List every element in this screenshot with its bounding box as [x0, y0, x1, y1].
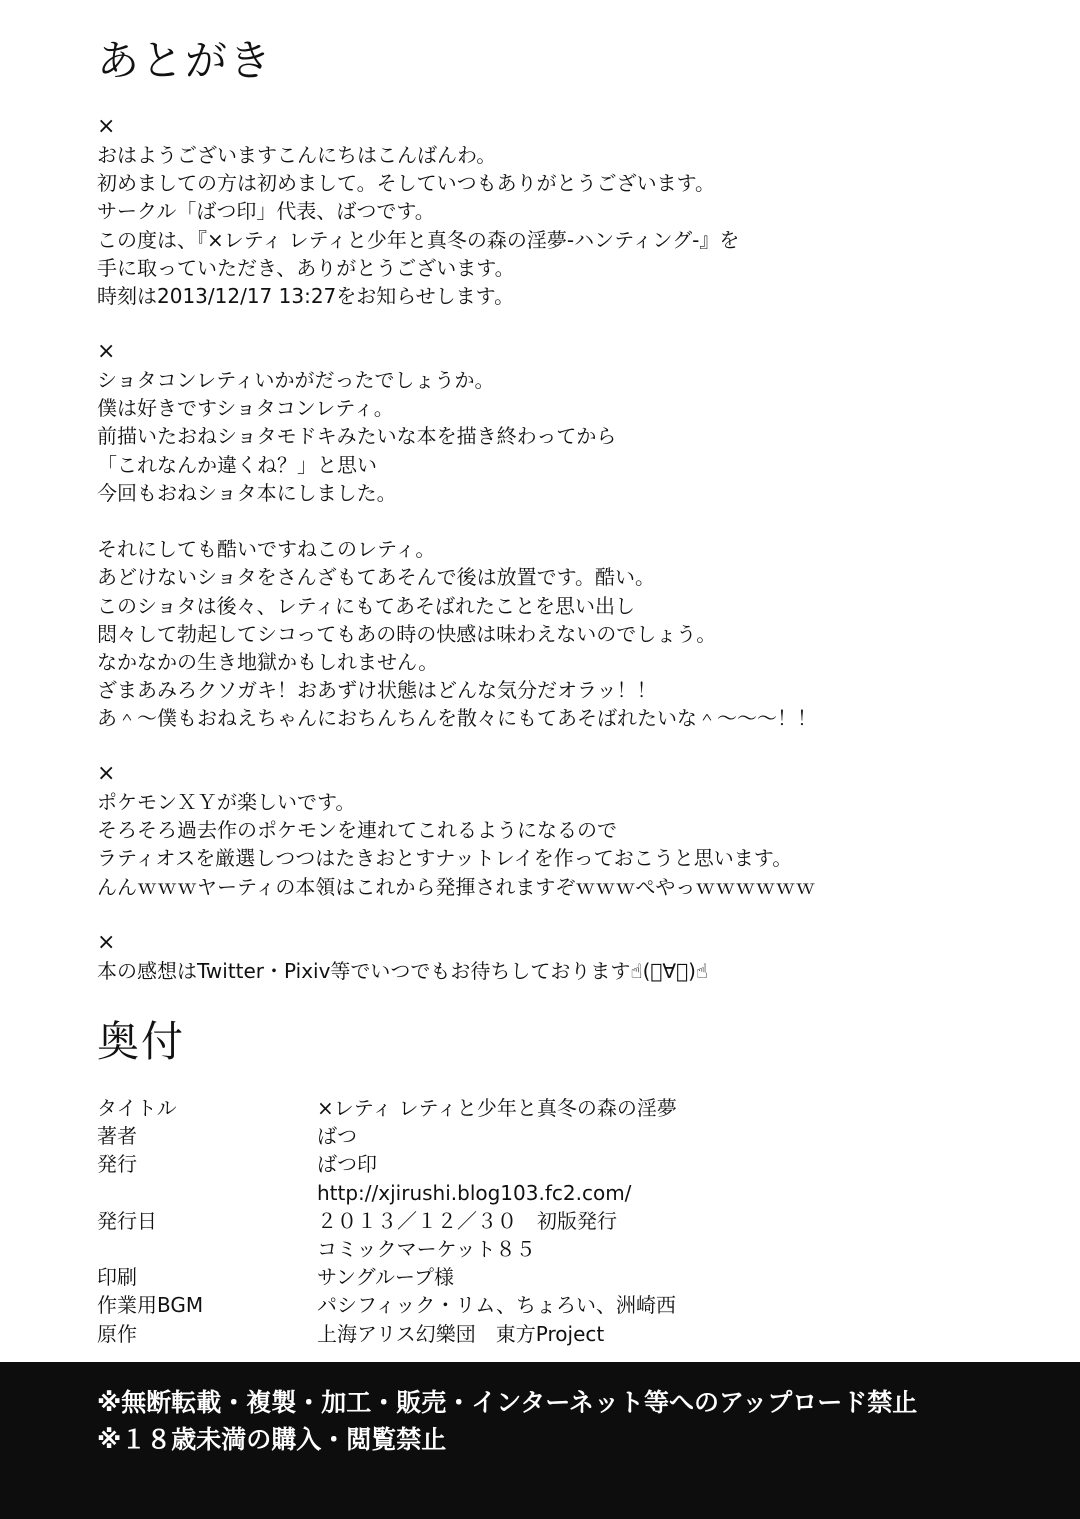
colophon-key: 作業用BGM [97, 1293, 204, 1318]
text-line: 初めましての方は初めまして。そしていつもありがとうございます。 [97, 171, 715, 196]
text-line: あどけないショタをさんざもてあそんで後は放置です。酷い。 [97, 565, 655, 590]
section-mark: × [97, 114, 116, 139]
text-line: 「これなんか違くね？」と思い [97, 452, 377, 477]
colophon-key [97, 1235, 317, 1263]
blank-line [97, 507, 997, 535]
colophon-key [97, 1179, 317, 1207]
text-line: 今回もおねショタ本にしました。 [97, 480, 397, 505]
text-line: このショタは後々、レティにもてあそばれたことを思い出し [97, 593, 635, 618]
text-line: そろそろ過去作のポケモンを連れてこれるようになるので [97, 818, 617, 843]
colophon-row [97, 1122, 997, 1150]
text-line: 悶々して勃起してシコってもあの時の快感は味わえないのでしょう。 [97, 621, 717, 646]
text-line: ショタコンレティいかがだったでしょうか。 [97, 368, 495, 392]
colophon-title: 奥付 [97, 1017, 186, 1066]
section-mark: × [97, 761, 116, 786]
colophon-key: 印刷 [97, 1265, 137, 1290]
text-line: ラティオスを厳選しつつはたきおとすナットレイを作っておこうと思います。 [97, 846, 793, 871]
text-line: おはようございますこんにちはこんばんわ。 [97, 143, 497, 167]
colophon-row [97, 1150, 997, 1178]
afterword-section-2 [97, 338, 997, 733]
text-line: 時刻は2013/12/17 13:27をお知らせします。 [97, 284, 515, 309]
colophon-key: 原作 [97, 1321, 137, 1346]
colophon-value: 上海アリス幻樂団 東方Project [317, 1321, 605, 1346]
colophon-value: ばつ [317, 1124, 357, 1149]
afterword-section-1 [97, 113, 997, 310]
colophon-row [97, 1094, 997, 1122]
colophon-row [97, 1207, 997, 1235]
colophon-row [97, 1320, 997, 1348]
colophon-row [97, 1235, 997, 1263]
colophon-key: タイトル [97, 1096, 177, 1120]
colophon-value: ２０１３／１２／３０ 初版発行 [317, 1208, 617, 1233]
colophon-value: パシフィック・リム、ちょろい、洲崎西 [317, 1293, 676, 1318]
colophon-row [97, 1263, 997, 1291]
colophon-row [97, 1179, 997, 1207]
text-line: サークル「ばつ印」代表、ばつです。 [97, 199, 435, 224]
text-line: ざまあみろクソガキ！おあずけ状態はどんな気分だオラッ！！ [97, 678, 657, 703]
text-line: なかなかの生き地獄かもしれません。 [97, 650, 439, 675]
colophon-value: サングループ様 [317, 1265, 454, 1290]
text-line: この度は、『×レティ レティと少年と真冬の森の淫夢-ハンティング-』を [97, 227, 740, 252]
colophon-key: 著者 [97, 1124, 137, 1149]
colophon-row [97, 1291, 997, 1319]
reproduction-warning: ※無断転載・複製・加工・販売・インターネット等へのアップロード禁止 [97, 1388, 918, 1417]
colophon-key: 発行 [97, 1152, 137, 1177]
text-line: 手に取っていただき、ありがとうございます。 [97, 255, 515, 280]
colophon-value: ×レティ レティと少年と真冬の森の淫夢 [317, 1096, 677, 1120]
text-line: んんｗｗｗヤーティの本領はこれから発揮されますぞｗｗｗぺやっｗｗｗｗｗｗ [97, 874, 816, 899]
circle-url: http://xjirushi.blog103.fc2.com/ [317, 1180, 632, 1205]
text-line: 前描いたおねショタモドキみたいな本を描き終わってから [97, 424, 617, 449]
colophon-value: ばつ印 [317, 1152, 377, 1177]
text-line: 僕は好きですショタコンレティ。 [97, 396, 394, 421]
text-line: あ＾～僕もおねえちゃんにおちんちんを散々にもてあそばれたいな＾～～～！！ [97, 706, 817, 731]
section-mark: × [97, 930, 116, 955]
age-warning: ※１８歳未満の購入・閲覧禁止 [97, 1425, 447, 1454]
afterword-section-3 [97, 760, 997, 901]
text-line: 本の感想はTwitter・Pixiv等でいつでもお待ちしております☝(ﾟ∀ﾟ)☝ [97, 959, 709, 983]
afterword-title: あとがき [97, 36, 274, 85]
warning-band [0, 1362, 1080, 1519]
colophon-value: コミックマーケット８５ [317, 1237, 536, 1262]
colophon-key: 発行日 [97, 1208, 157, 1233]
text-line: ポケモンＸＹが楽しいです。 [97, 790, 356, 814]
section-mark: × [97, 339, 116, 364]
colophon-table [97, 1094, 997, 1348]
afterword-section-4 [97, 929, 997, 985]
text-line: それにしても酷いですねこのレティ。 [97, 537, 436, 562]
